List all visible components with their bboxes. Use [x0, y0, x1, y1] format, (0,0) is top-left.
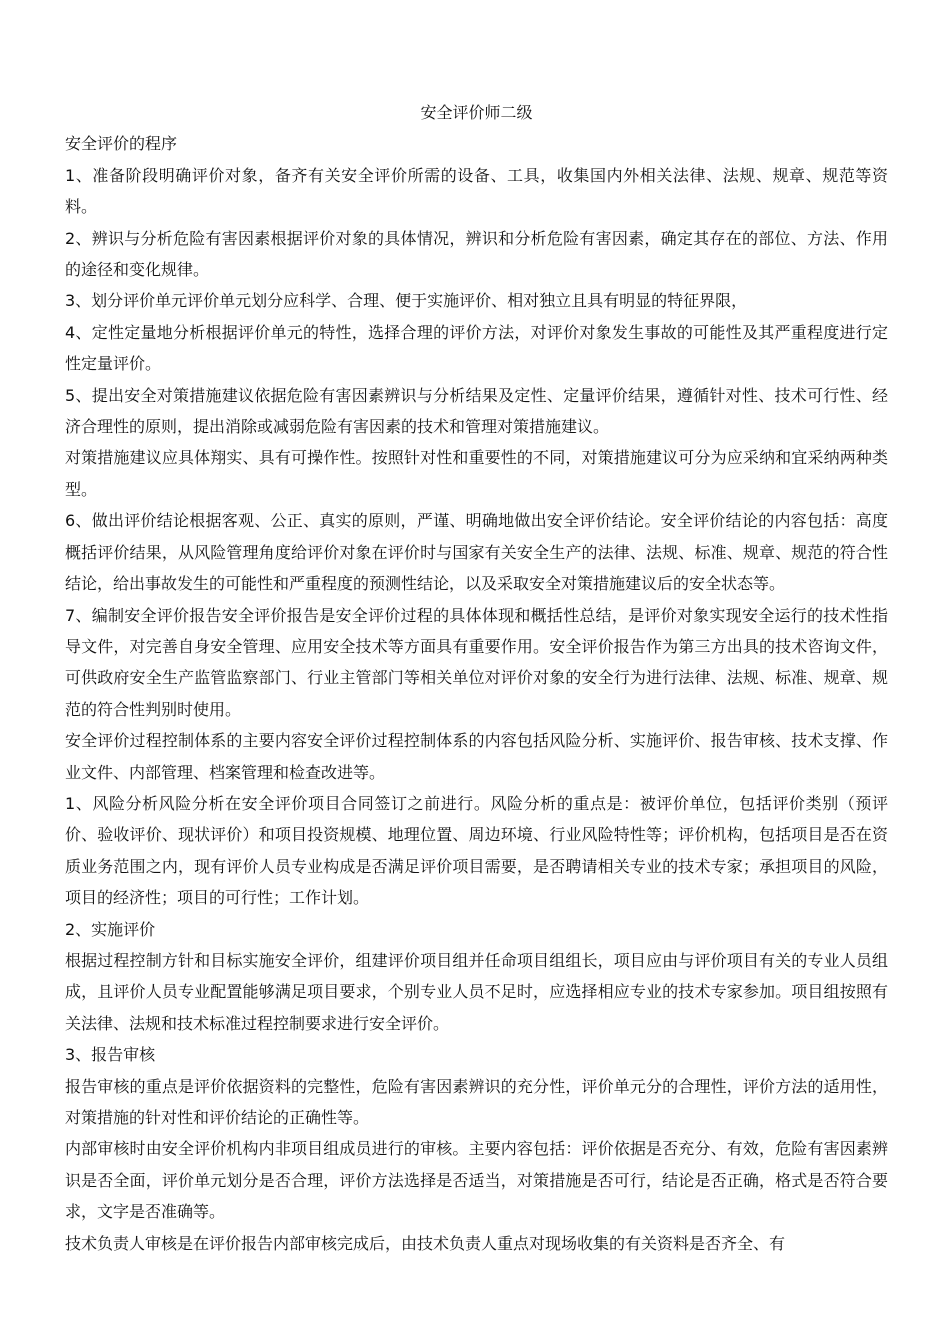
paragraph-heading-implementation: 2、实施评价 — [65, 919, 156, 939]
document-title: 安全评价师二级 — [420, 103, 533, 122]
paragraph-control-system: 安全评价过程控制体系的主要内容安全评价过程控制体系的内容包括风险分析、实施评价、报告审核、技术支撑、作业文件、内部管理、档案管理和检查改进等。 — [65, 731, 888, 782]
paragraph-step-7: 7、编制安全评价报告安全评价报告是安全评价过程的具体体现和概括性总结，是评价对象实现安全运行的技术性指导文件，对完善自身安全管理、应用安全技术等方面具有重要作用。安全评价报告作为第三方出具的技术咨询文件，可供政府安全生产监管监察部门、行业主管部门等相关单位对评价对象的安全行为进行法律、法规、标准、规章、规范的符合性判别时使用。 — [65, 605, 888, 719]
paragraph-implementation: 根据过程控制方针和目标实施安全评价，组建评价项目组并任命项目组组长，项目应由与评价项目有关的专业人员组成，且评价人员专业配置能够满足项目要求，个别专业人员不足时，应选择相应专业的技术专家参加。项目组按照有关法律、法规和技术标准过程控制要求进行安全评价。 — [65, 950, 888, 1033]
paragraph-countermeasures: 对策措施建议应具体翔实、具有可操作性。按照针对性和重要性的不同，对策措施建议可分为应采纳和宜采纳两种类型。 — [65, 448, 888, 499]
paragraph-step-4: 4、定性定量地分析根据评价单元的特性，选择合理的评价方法，对评价对象发生事故的可能性及其严重程度进行定性定量评价。 — [65, 322, 888, 374]
paragraph-report-review: 报告审核的重点是评价依据资料的完整性，危险有害因素辨识的充分性，评价单元分的合理性，评价方法的适用性，对策措施的针对性和评价结论的正确性等。 — [65, 1076, 888, 1127]
paragraph-heading-report-review: 3、报告审核 — [65, 1045, 156, 1065]
paragraph-step-2: 2、辨识与分析危险有害因素根据评价对象的具体情况，辨识和分析危险有害因素，确定其存在的部位、方法、作用的途径和变化规律。 — [65, 228, 888, 280]
paragraph-step-6: 6、做出评价结论根据客观、公正、真实的原则，严谨、明确地做出安全评价结论。安全评价结论的内容包括：高度概括评价结果，从风险管理角度给评价对象在评价时与国家有关安全生产的法律、法规、标准、规章、规范的符合性结论，给出事故发生的可能性和严重程度的预测性结论，以及采取安全对策措施建议后的安全状态等。 — [65, 511, 888, 594]
paragraph-step-1: 1、准备阶段明确评价对象，备齐有关安全评价所需的设备、工具，收集国内外相关法律、法规、规章、规范等资料。 — [65, 165, 888, 217]
paragraph-technical-review: 技术负责人审核是在评价报告内部审核完成后，由技术负责人重点对现场收集的有关资料是否齐全、有 — [65, 1233, 786, 1253]
paragraph-step-5: 5、提出安全对策措施建议依据危险有害因素辨识与分析结果及定性、定量评价结果，遵循针对性、技术可行性、经济合理性的原则，提出消除或减弱危险有害因素的技术和管理对策措施建议。 — [65, 385, 888, 437]
paragraph-internal-review: 内部审核时由安全评价机构内非项目组成员进行的审核。主要内容包括：评价依据是否充分、有效，危险有害因素辨识是否全面，评价单元划分是否合理，评价方法选择是否适当，对策措施是否可行，结论是否正确，格式是否符合要求，文字是否准确等。 — [65, 1139, 888, 1222]
paragraph-risk-analysis: 1、风险分析风险分析在安全评价项目合同签订之前进行。风险分析的重点是：被评价单位，包括评价类别（预评价、验收评价、现状评价）和项目投资规模、地理位置、周边环境、行业风险特性等；评价机构，包括项目是否在资质业务范围之内，现有评价人员专业构成是否满足评价项目需要，是否聘请相关专业的技术专家；承担项目的风险，项目的经济性；项目的可行性；工作计划。 — [65, 793, 888, 908]
paragraph-heading-procedure: 安全评价的程序 — [65, 134, 178, 154]
paragraph-step-3: 3、划分评价单元评价单元划分应科学、合理、便于实施评价、相对独立且具有明显的特征界限， — [65, 291, 748, 311]
